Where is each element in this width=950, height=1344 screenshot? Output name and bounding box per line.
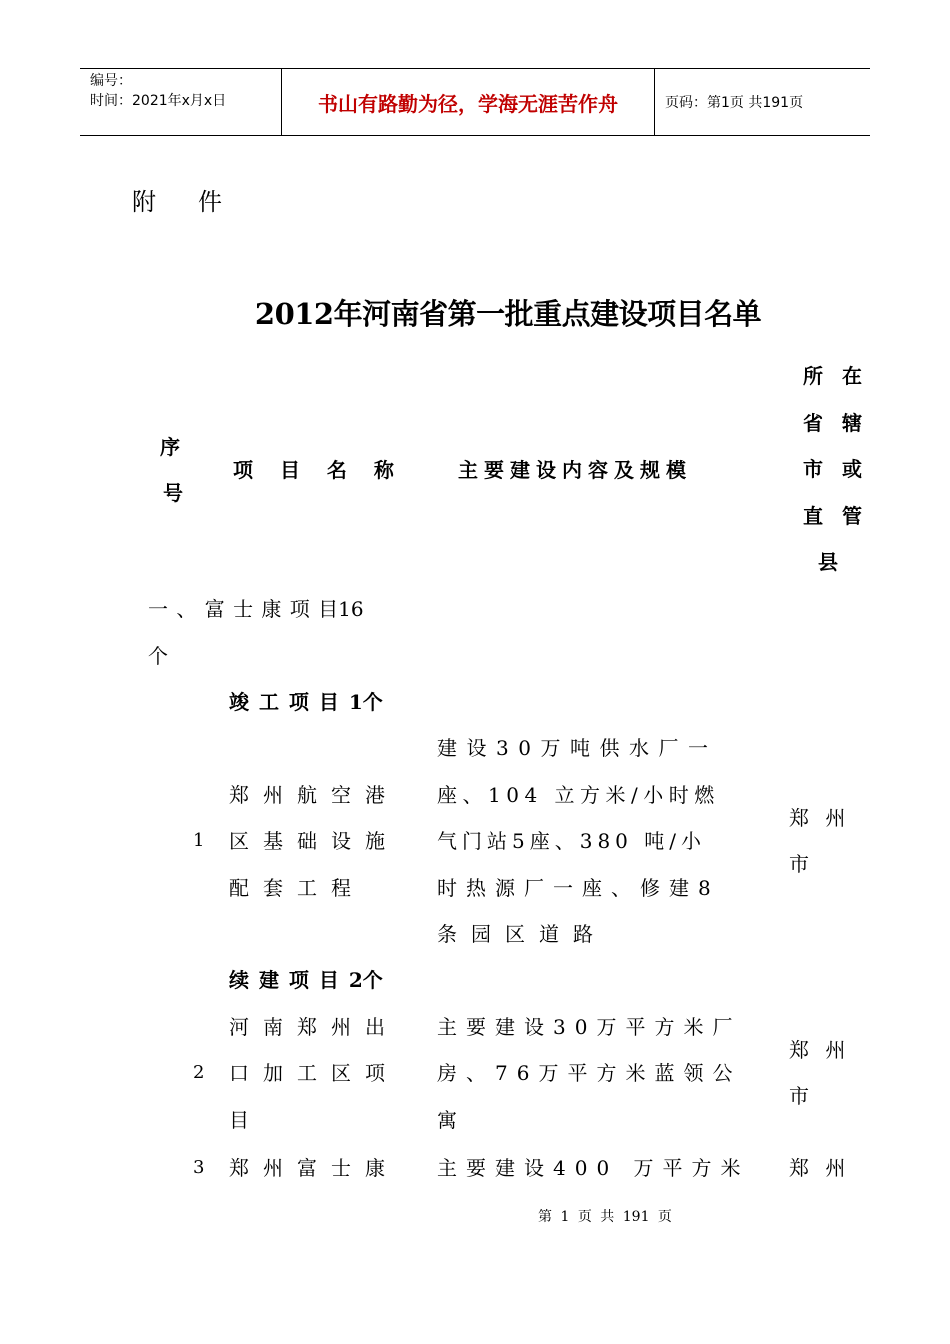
row-2-content-2: 房、76万平方米蓝领公 [437, 1061, 742, 1085]
row-1-location-1: 郑 州 [789, 806, 846, 830]
row-3-name-1: 郑州富士康 [229, 1156, 399, 1180]
section-heading-cont: 个 [148, 644, 168, 668]
row-2-content-1: 主要建设30万平方米厂 [437, 1015, 742, 1039]
row-2-seq: 2 [193, 1062, 205, 1083]
row-2-content-3: 寓 [437, 1108, 457, 1132]
row-1-content-2: 座、104 立方米/小时燃 [437, 783, 720, 807]
row-1-name-1: 郑州航空港 [229, 783, 399, 807]
col-header-location-2: 省 辖 [803, 411, 862, 435]
col-header-location-4: 直 管 [803, 504, 862, 528]
row-1-name-2: 区基础设施 [229, 829, 399, 853]
row-2-location-2: 市 [789, 1084, 809, 1108]
row-3-content-1: 主要建设400 万平方米 [437, 1156, 750, 1180]
header-page-info: 页码：第1页 共191页 [665, 95, 804, 111]
col-header-name: 项 目 名 称 [233, 458, 394, 482]
row-1-content-5: 条园区道路 [437, 922, 607, 946]
row-1-location-2: 市 [789, 852, 809, 876]
attachment-label: 附件 [132, 188, 264, 216]
document-header [80, 68, 870, 136]
row-1-content-1: 建设30万吨供水厂一 [437, 736, 718, 760]
group-heading-completed: 竣 工 项 目 1个 [229, 690, 383, 714]
number-label: 编号： [90, 73, 132, 89]
header-meta [80, 69, 282, 135]
row-2-name-2: 口加工区项 [229, 1061, 399, 1085]
col-header-seq-2: 号 [163, 481, 183, 505]
row-2-name-3: 目 [229, 1108, 249, 1132]
col-header-location-1: 所 在 [803, 364, 862, 388]
col-header-location-3: 市 或 [803, 457, 862, 481]
col-header-content: 主要建设内容及规模 [458, 458, 692, 482]
time-label: 时间：2021年x月x日 [90, 93, 227, 109]
row-3-seq: 3 [193, 1157, 205, 1178]
row-3-location-1: 郑 州 [789, 1156, 846, 1180]
row-2-location-1: 郑 州 [789, 1038, 846, 1062]
row-1-content-4: 时热源厂一座、修建8 [437, 876, 720, 900]
header-motto: 书山有路勤为径，学海无涯苦作舟 [282, 69, 655, 135]
page-footer: 第 1 页 共 191 页 [538, 1209, 672, 1225]
col-header-location-5: 县 [818, 550, 838, 574]
section-heading: 一 、 富 士 康 项 目16 [148, 597, 364, 621]
page-title: 2012年河南省第一批重点建设项目名单 [254, 297, 762, 331]
row-1-name-3: 配套工程 [229, 876, 365, 900]
col-header-seq-1: 序 [160, 435, 180, 459]
row-1-content-3: 气门站5座、380 吨/小 [437, 829, 706, 853]
row-1-seq: 1 [193, 830, 205, 851]
group-heading-continued: 续 建 项 目 2个 [229, 968, 383, 992]
row-2-name-1: 河南郑州出 [229, 1015, 399, 1039]
